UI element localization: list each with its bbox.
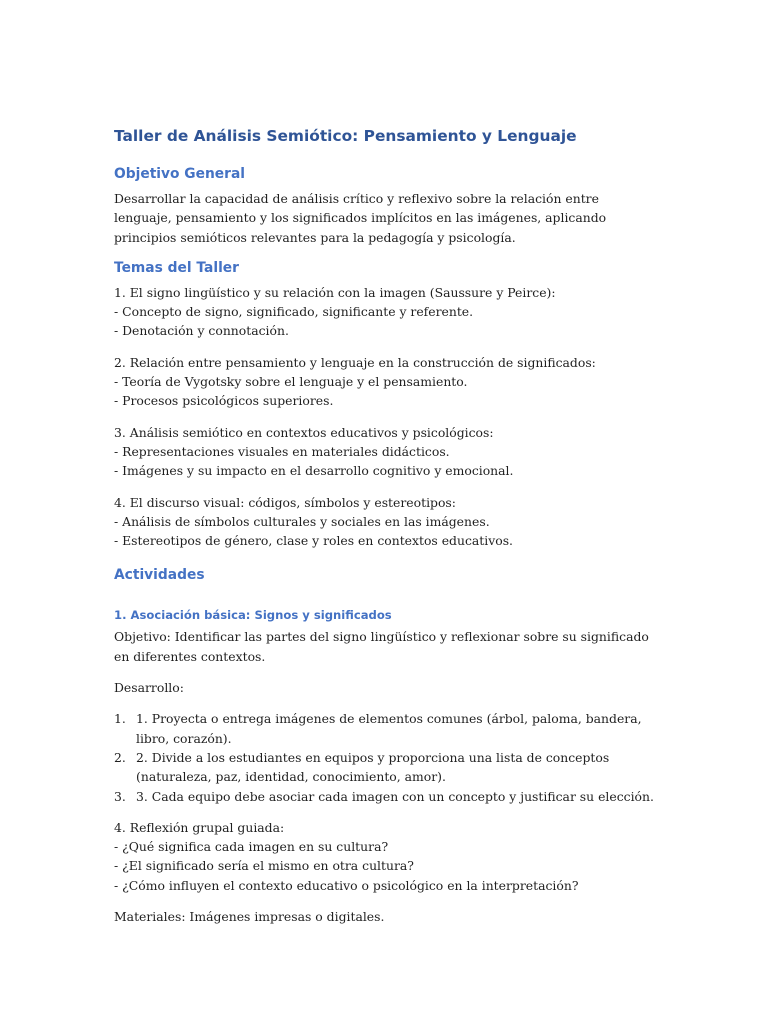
- objetivo-text: Desarrollar la capacidad de análisis crítico y reflexivo sobre la relación entre lenguaje, pensamiento y los significados implícitos en las imágenes, aplicando principios semióticos relevantes para la pedagogía y psicología.: [114, 191, 607, 245]
- tema-title: 3. Análisis semiótico en contextos educativos y psicológicos:: [114, 424, 494, 440]
- list-item-text: 1. Proyecta o entrega imágenes de elementos comunes (árbol, paloma, bandera, libro, corazón).: [136, 711, 642, 746]
- list-item-text: 3. Cada equipo debe asociar cada imagen con un concepto y justificar su elección.: [136, 788, 654, 804]
- document-title: Taller de Análisis Semiótico: Pensamiento y Lenguaje: [114, 127, 577, 145]
- tema-point: - Concepto de signo, significado, significante y referente.: [114, 304, 474, 320]
- list-item-number: 1.: [114, 711, 126, 727]
- desarrollo-label: Desarrollo:: [114, 680, 184, 696]
- list-item-number: 2.: [114, 749, 126, 765]
- objetivo-heading: Objetivo General: [114, 166, 245, 182]
- activity-objetivo: Objetivo: Identificar las partes del signo lingüístico y reflexionar sobre su significado en diferentes contextos.: [114, 629, 649, 664]
- tema-item: [114, 493, 654, 551]
- list-item-number: 3.: [114, 788, 126, 804]
- actividades-heading: Actividades: [114, 567, 205, 584]
- desarrollo-list: [114, 709, 654, 805]
- reflexion-question: - ¿Qué significa cada imagen en su cultura?: [114, 839, 389, 855]
- reflexion-title: 4. Reflexión grupal guiada:: [114, 819, 285, 835]
- tema-point: - Procesos psicológicos superiores.: [114, 393, 334, 409]
- document-page: [114, 126, 654, 938]
- tema-item: [114, 353, 654, 411]
- reflexion-question: - ¿El significado sería el mismo en otra cultura?: [114, 858, 414, 874]
- list-item-text: 2. Divide a los estudiantes en equipos y proporciona una lista de conceptos (naturaleza, paz, identidad, conocimiento, amor).: [136, 749, 610, 785]
- reflexion-question: - ¿Cómo influyen el contexto educativo o psicológico en la interpretación?: [114, 877, 579, 893]
- materiales-text: Materiales: Imágenes impresas o digitales.: [114, 909, 385, 925]
- reflexion-block: [114, 818, 654, 895]
- tema-item: [114, 423, 654, 481]
- tema-point: - Estereotipos de género, clase y roles en contextos educativos.: [114, 533, 513, 549]
- tema-title: 2. Relación entre pensamiento y lenguaje en la construcción de significados:: [114, 354, 596, 370]
- objetivo-section: [114, 165, 654, 247]
- list-item: [114, 709, 654, 748]
- tema-item: [114, 283, 654, 341]
- tema-point: - Análisis de símbolos culturales y sociales en las imágenes.: [114, 513, 490, 529]
- actividades-section: [114, 566, 654, 926]
- tema-point: - Denotación y connotación.: [114, 323, 289, 339]
- tema-point: - Representaciones visuales en materiales didácticos.: [114, 443, 450, 459]
- tema-point: - Imágenes y su impacto en el desarrollo cognitivo y emocional.: [114, 463, 514, 479]
- tema-title: 4. El discurso visual: códigos, símbolos y estereotipos:: [114, 494, 456, 510]
- activity-heading: 1. Asociación básica: Signos y significados: [114, 608, 392, 623]
- tema-title: 1. El signo lingüístico y su relación con la imagen (Saussure y Peirce):: [114, 284, 556, 300]
- tema-point: - Teoría de Vygotsky sobre el lenguaje y el pensamiento.: [114, 374, 468, 390]
- temas-heading: Temas del Taller: [114, 259, 239, 276]
- list-item: [114, 748, 654, 787]
- temas-section: [114, 259, 654, 551]
- list-item: [114, 787, 654, 806]
